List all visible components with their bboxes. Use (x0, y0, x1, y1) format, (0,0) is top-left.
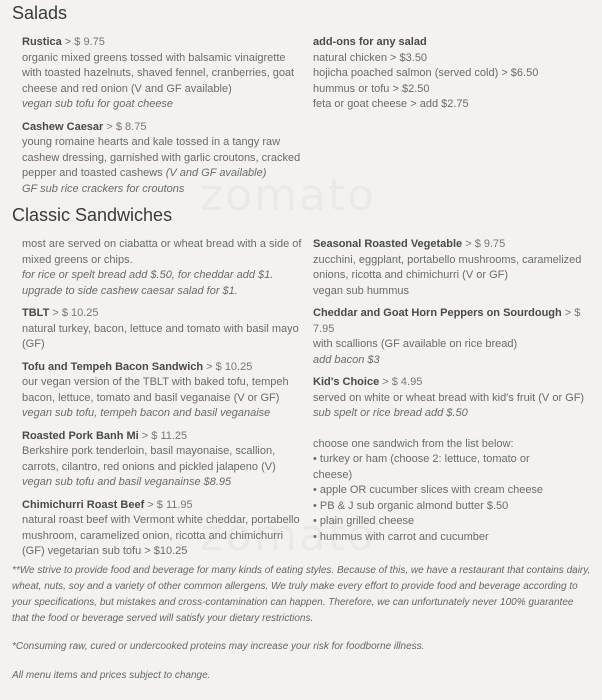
kids-option: • plain grilled cheese (313, 515, 415, 527)
salad-addons (313, 35, 595, 113)
item-description: natural roast beef with Vermont white cheddar, portabello mushroom, caramelized onion, ricotta and chimichurri (GF) vegetarian sub tofu > $10.25 (22, 514, 300, 557)
menu-item (22, 35, 304, 113)
raw-food-warning: *Consuming raw, cured or undercooked proteins may increase your risk for foodborne illness. (12, 641, 425, 652)
item-availability: (V and GF available) (165, 167, 267, 179)
item-price: > $ 11.95 (144, 498, 193, 511)
item-name: Kid's Choice (313, 376, 380, 388)
kids-option: • PB & J sub organic almond butter $.50 (313, 499, 509, 512)
item-note: vegan sub hummus (313, 284, 409, 297)
price-change-notice: All menu items and prices subject to change. (12, 670, 211, 681)
section-title-salads: Salads (12, 3, 68, 23)
intro-text: most are served on ciabatta or wheat bread with a side of mixed greens or chips. (22, 238, 302, 266)
item-price: > $ 8.75 (103, 120, 147, 133)
addon-line: natural chicken > $3.50 (313, 51, 428, 64)
item-description: Berkshire pork tenderloin, basil mayonaise, scallion, carrots, cilantro, red onions and pickled jalapeno (V) (22, 445, 276, 473)
kids-options (313, 437, 558, 546)
sandwiches-right-column (313, 237, 595, 545)
menu-item (313, 375, 595, 422)
item-name: Cashew Caesar (22, 120, 104, 133)
menu-item (22, 360, 304, 422)
sandwiches-left-column (22, 237, 304, 567)
item-name: Cheddar and Goat Horn Peppers on Sourdough (313, 307, 562, 319)
item-note: vegan sub tofu and basil veganainse $8.95 (22, 476, 232, 488)
item-name: Roasted Pork Banh Mi (22, 429, 139, 442)
item-description: organic mixed greens tossed with balsamic vinaigrette with toasted hazelnuts, shaved fennel, cranberries, goat cheese and red onion (V and GF available) (22, 51, 295, 95)
intro-note: upgrade to side cashew caesar salad for $1. (22, 284, 238, 297)
item-price: > $ 10.25 (49, 307, 99, 319)
menu-item (313, 237, 595, 299)
item-note: vegan sub tofu for goat cheese (22, 98, 174, 110)
menu-item (313, 306, 595, 368)
item-price: > $ 7.95 (313, 307, 581, 335)
item-name: TBLT (22, 307, 50, 319)
item-price: > $ 9.75 (61, 36, 105, 48)
sandwich-intro (22, 237, 304, 299)
addon-line: hummus or tofu > $2.50 (313, 82, 430, 95)
section-title-sandwiches: Classic Sandwiches (12, 205, 173, 225)
kids-intro: choose one sandwich from the list below: (313, 437, 514, 450)
item-note: vegan sub tofu, tempeh bacon and basil veganaise (22, 407, 271, 419)
kids-option: • hummus with carrot and cucumber (313, 530, 489, 543)
item-note: GF sub rice crackers for croutons (22, 182, 185, 195)
item-name: Tofu and Tempeh Bacon Sandwich (22, 360, 204, 373)
item-description: with scallions (GF available on rice bread) (313, 338, 518, 350)
item-price: > $ 11.25 (138, 429, 188, 442)
intro-note: for rice or spelt bread add $.50, for cheddar add $1. (22, 269, 274, 281)
item-description: natural turkey, bacon, lettuce and tomato with basil mayo (GF) (22, 322, 299, 350)
item-note: sub spelt or rice bread add $.50 (313, 407, 468, 419)
item-price: > $ 4.95 (379, 376, 423, 388)
menu-item (22, 120, 304, 198)
addon-line: hojicha poached salmon (served cold) > $6.50 (313, 67, 539, 79)
allergen-disclaimer: **We strive to provide food and beverage for many kinds of eating styles. Because of this, we have a restaurant that contains dairy, wheat, nuts, soy and a variety of other common allergens. We truly make every effort to provide food and beverage according to your specifications, but mistakes and cross-contamination can happen. Therefore, we can unfortunately never 100% guarantee that the food or beverage served will satisfy your dietary restrictions. (12, 565, 591, 624)
item-name: Chimichurri Roast Beef (22, 498, 145, 511)
addon-line: feta or goat cheese > add $2.75 (313, 98, 469, 110)
salads-left-column (22, 35, 304, 204)
item-description: served on white or wheat bread with kid's fruit (V or GF) (313, 391, 585, 404)
menu-item (22, 429, 304, 491)
addons-title: add-ons for any salad (313, 36, 427, 48)
item-price: > $ 10.25 (203, 360, 253, 373)
item-name: Rustica (22, 36, 62, 48)
item-name: Seasonal Roasted Vegetable (313, 238, 463, 250)
kids-option: • turkey or ham (choose 2: lettuce, tomato or cheese) (313, 453, 530, 481)
item-description: our vegan version of the TBLT with baked tofu, tempeh bacon, lettuce, tomato and basil veganaise (V or GF) (22, 376, 289, 404)
item-note: add bacon $3 (313, 353, 380, 366)
item-description: young romaine hearts and kale tossed in a tangy raw cashew dressing, garnished with garlic croutons, cracked pepper and toasted cashews (22, 136, 301, 179)
menu-item (22, 306, 304, 353)
item-description: zucchini, eggplant, portabello mushrooms, caramelized onions, ricotta and chimichurri (V or GF) (313, 253, 582, 281)
kids-option: • apple OR cucumber slices with cream cheese (313, 484, 544, 496)
menu-item (22, 498, 304, 560)
item-price: > $ 9.75 (462, 238, 506, 250)
